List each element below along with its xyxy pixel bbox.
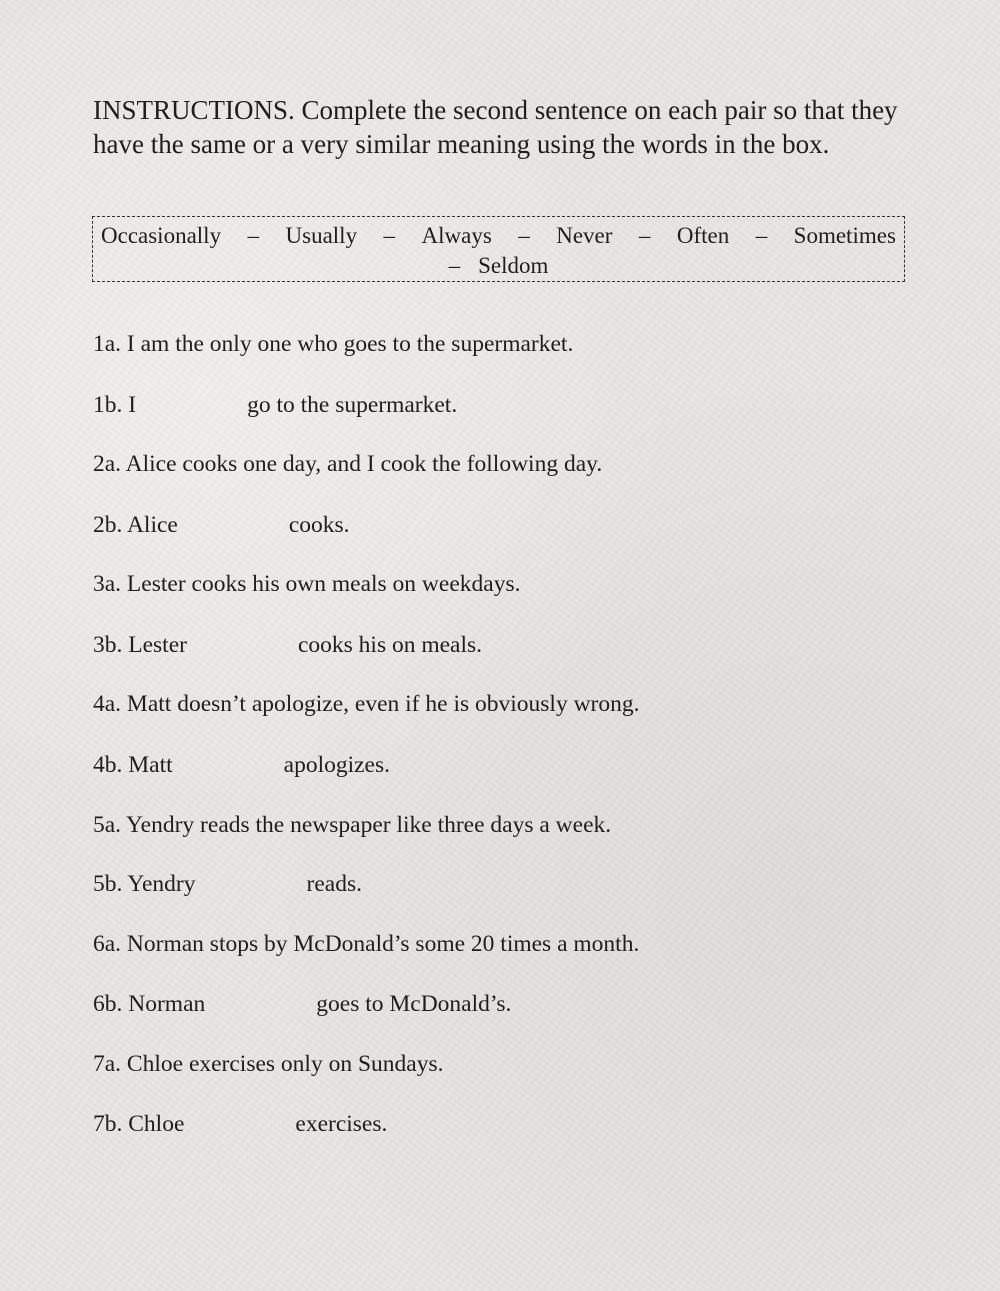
sentence-prefix: 5b. Yendry [93, 871, 196, 897]
sentence-text: 6a. Norman stops by McDonald’s some 20 times a month. [93, 931, 640, 957]
sentence-6b [93, 990, 511, 1018]
sentence-prefix: 6b. Norman [93, 991, 206, 1017]
word-bank-box [92, 216, 905, 282]
sentence-suffix: cooks. [288, 512, 350, 538]
sentence-prefix: 4b. Matt [93, 752, 173, 778]
sentence-prefix: 1b. I [93, 392, 137, 418]
sentence-7a [93, 1050, 443, 1078]
sentence-suffix: cooks his on meals. [297, 632, 483, 658]
sentence-3b [93, 631, 482, 659]
instructions-text: INSTRUCTIONS. Complete the second sentence on each pair so that they have the same or a very similar meaning using the words in the box. [93, 95, 898, 159]
word-bank-line-1 [101, 221, 896, 251]
word-separator: – [448, 253, 461, 278]
sentence-text: 4a. Matt doesn’t apologize, even if he is obviously wrong. [93, 691, 640, 717]
sentence-prefix: 7b. Chloe [93, 1111, 185, 1137]
word-usually: Usually [285, 223, 358, 248]
sentence-4b [93, 751, 390, 779]
sentence-7b [93, 1110, 387, 1138]
word-separator: – [638, 223, 651, 248]
sentence-2a [93, 450, 602, 478]
sentence-prefix: 3b. Lester [93, 632, 187, 658]
sentence-suffix: go to the supermarket. [247, 392, 458, 418]
word-separator: – [383, 223, 396, 248]
word-sometimes: Sometimes [793, 223, 896, 248]
sentence-suffix: goes to McDonald’s. [316, 991, 512, 1017]
sentence-text: 3a. Lester cooks his own meals on weekdays. [93, 571, 521, 597]
sentence-text: 1a. I am the only one who goes to the supermarket. [93, 331, 574, 357]
word-never: Never [556, 223, 613, 248]
sentence-5a [93, 811, 611, 839]
sentence-3a [93, 570, 520, 598]
word-often: Often [676, 223, 730, 248]
word-occasionally: Occasionally [101, 223, 222, 248]
word-separator: – [755, 223, 768, 248]
sentence-prefix: 2b. Alice [93, 512, 178, 538]
sentence-6a [93, 930, 639, 958]
sentence-2b [93, 511, 350, 539]
word-separator: – [247, 223, 260, 248]
sentence-text: 5a. Yendry reads the newspaper like three days a week. [93, 812, 612, 838]
sentence-text: 7a. Chloe exercises only on Sundays. [93, 1051, 444, 1077]
sentence-suffix: reads. [306, 871, 362, 897]
sentence-suffix: apologizes. [283, 752, 391, 778]
sentence-1b [93, 391, 457, 419]
sentence-1a [93, 330, 573, 358]
sentence-4a [93, 690, 640, 718]
word-bank-line-2 [101, 251, 896, 281]
word-seldom: Seldom [478, 253, 549, 278]
sentence-text: 2a. Alice cooks one day, and I cook the following day. [93, 451, 603, 477]
word-always: Always [421, 223, 492, 248]
word-separator: – [518, 223, 530, 248]
sentence-suffix: exercises. [295, 1111, 388, 1137]
sentence-5b [93, 870, 362, 898]
